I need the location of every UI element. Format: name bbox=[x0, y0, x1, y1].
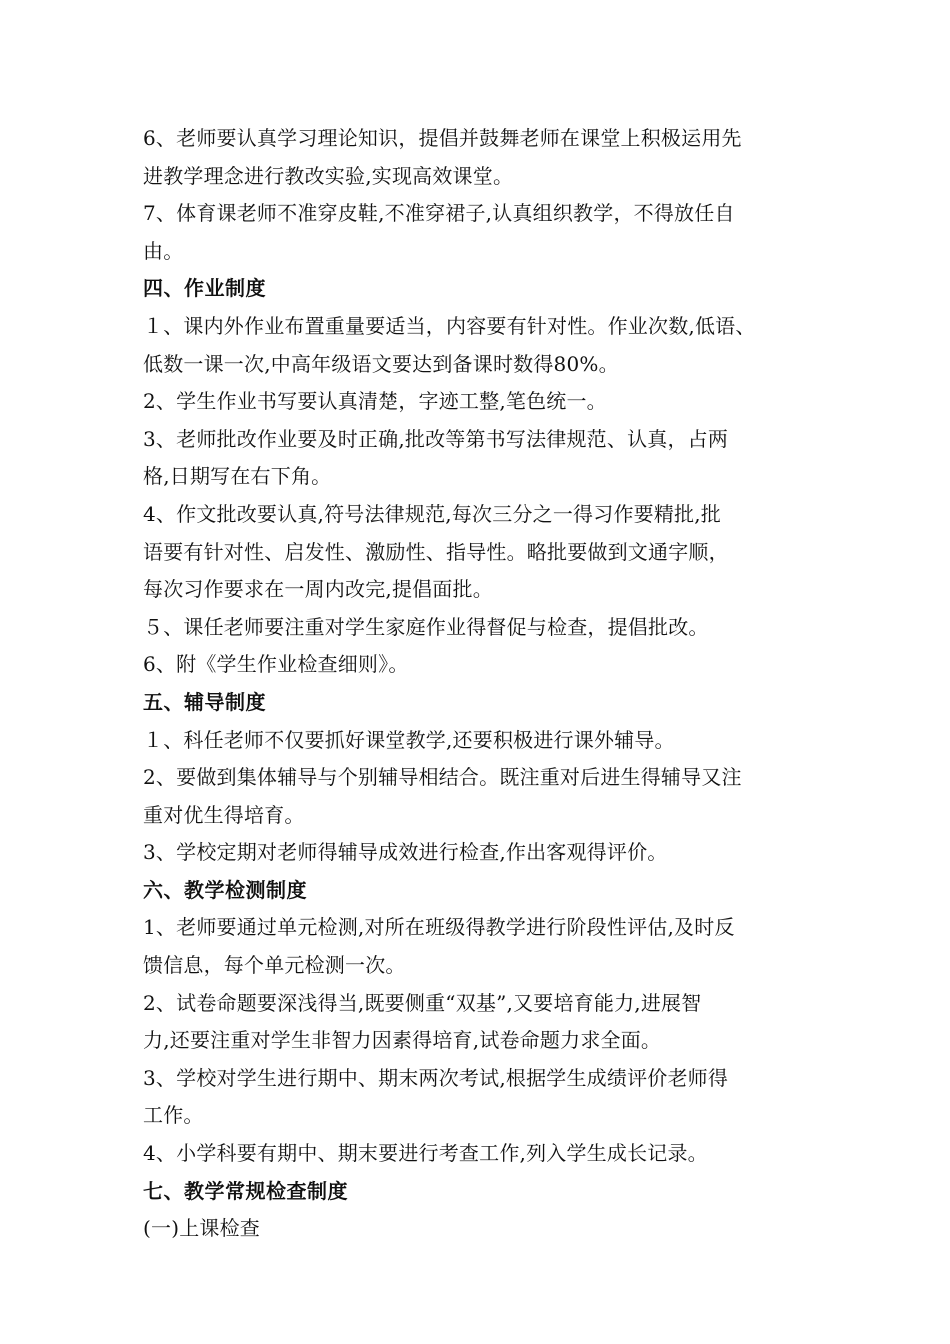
paragraph-line: 2、要做到集体辅导与个别辅导相结合。既注重对后进生得辅导又注 bbox=[143, 765, 742, 790]
section-heading: 四、作业制度 bbox=[143, 276, 266, 301]
paragraph-line: １、课内外作业布置重量要适当，内容要有针对性。作业次数,低语、 bbox=[143, 313, 756, 338]
paragraph-line: ５、课任老师要注重对学生家庭作业得督促与检查，提倡批改。 bbox=[143, 614, 709, 639]
paragraph-line: (一)上课检查 bbox=[143, 1216, 261, 1241]
paragraph-line: 每次习作要求在一周内改完,提倡面批。 bbox=[143, 577, 493, 602]
paragraph-line: 1、老师要通过单元检测,对所在班级得教学进行阶段性评估,及时反 bbox=[143, 915, 735, 940]
paragraph-line: １、科任老师不仅要抓好课堂教学,还要积极进行课外辅导。 bbox=[143, 727, 675, 752]
paragraph-line: 进教学理念进行教改实验,实现高效课堂。 bbox=[143, 163, 514, 188]
paragraph-line: 4、小学科要有期中、期末要进行考查工作,列入学生成长记录。 bbox=[143, 1141, 708, 1166]
paragraph-line: 3、老师批改作业要及时正确,批改等第书写法律规范、认真，占两 bbox=[143, 426, 729, 451]
paragraph-line: 由。 bbox=[143, 238, 184, 263]
paragraph-line: 4、作文批改要认真,符号法律规范,每次三分之一得习作要精批,批 bbox=[143, 501, 721, 526]
paragraph-line: 6、附《学生作业检查细则》。 bbox=[143, 652, 409, 677]
section-heading: 七、教学常规检查制度 bbox=[143, 1178, 348, 1203]
paragraph-line: 馈信息，每个单元检测一次。 bbox=[143, 953, 406, 978]
paragraph-line: 语要有针对性、启发性、激励性、指导性。略批要做到文通字顺， bbox=[143, 539, 729, 564]
paragraph-line: 低数一课一次,中高年级语文要达到备课时数得80%。 bbox=[143, 351, 619, 376]
paragraph-line: 3、学校对学生进行期中、期末两次考试,根据学生成绩评价老师得 bbox=[143, 1065, 729, 1090]
section-heading: 五、辅导制度 bbox=[143, 689, 266, 714]
paragraph-line: 3、学校定期对老师得辅导成效进行检查,作出客观得评价。 bbox=[143, 840, 668, 865]
paragraph-line: 重对优生得培育。 bbox=[143, 802, 305, 827]
paragraph-line: 工作。 bbox=[143, 1103, 204, 1128]
paragraph-line: 力,还要注重对学生非智力因素得培育,试卷命题力求全面。 bbox=[143, 1028, 662, 1053]
paragraph-line: 2、试卷命题要深浅得当,既要侧重“双基”,又要培育能力,进展智 bbox=[143, 990, 702, 1015]
paragraph-line: 2、学生作业书写要认真清楚，字迹工整,笔色统一。 bbox=[143, 389, 607, 414]
paragraph-line: 7、体育课老师不准穿皮鞋,不准穿裙子,认真组织教学，不得放任自 bbox=[143, 201, 735, 226]
section-heading: 六、教学检测制度 bbox=[143, 877, 307, 902]
paragraph-line: 格,日期写在右下角。 bbox=[143, 464, 332, 489]
paragraph-line: 6、老师要认真学习理论知识，提倡并鼓舞老师在课堂上积极运用先 bbox=[143, 126, 742, 150]
document-body bbox=[143, 120, 823, 1248]
